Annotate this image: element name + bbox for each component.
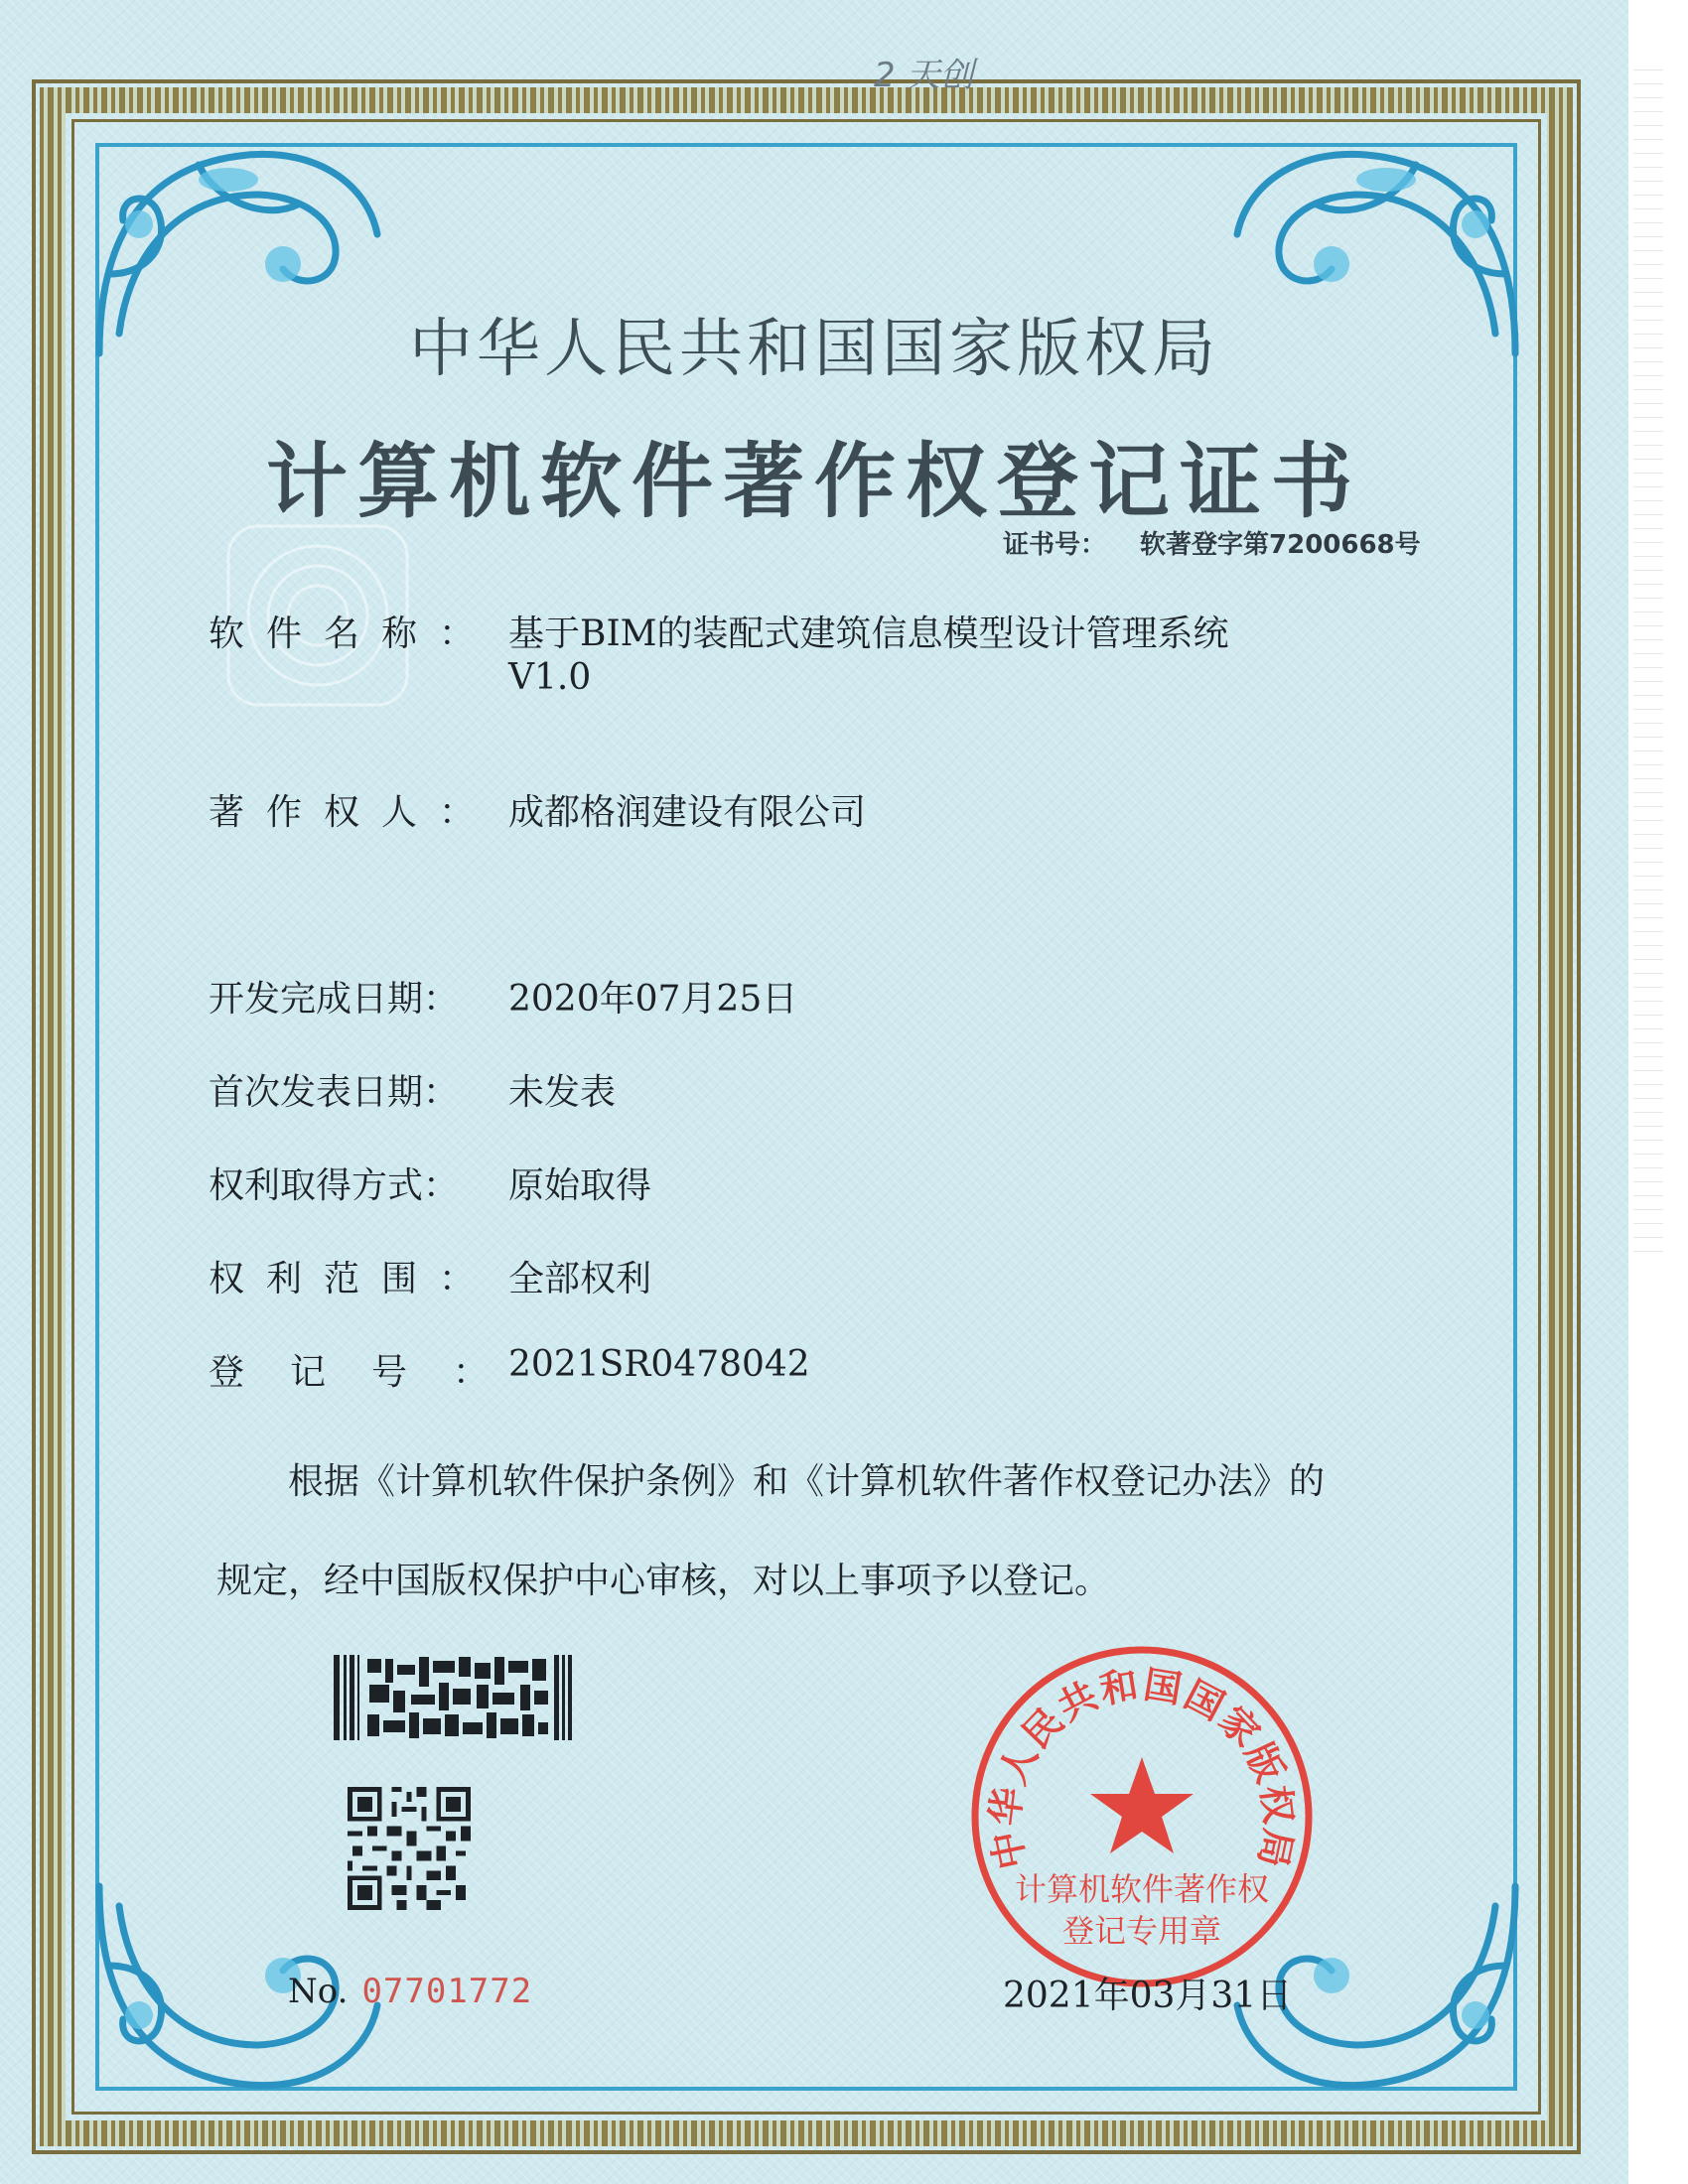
certificate-number-label: 证书号： [1003, 530, 1107, 560]
software-name-label: 软件名称： [209, 614, 497, 654]
scan-edge-lines [1633, 69, 1663, 1261]
dev-completion-date-label: 开发完成日期： [209, 979, 460, 1020]
seal-outer-text: 中华人民共和国国家版权局 [982, 1662, 1302, 1873]
seal-inner-line-1: 计算机软件著作权 [1014, 1870, 1270, 1908]
first-publish-date-value: 未发表 [508, 1072, 617, 1113]
software-version-value: V1.0 [508, 657, 592, 698]
certificate-number-value: 软著登字第7200668号 [1140, 530, 1421, 560]
official-seal [965, 1640, 1319, 1993]
seal-inner-line-2: 登记专用章 [1061, 1912, 1222, 1950]
rights-scope-label: 权利范围： [209, 1259, 497, 1299]
dev-completion-date-value: 2020年07月25日 [508, 979, 798, 1020]
handwritten-note: 2 天创 [874, 56, 974, 95]
rights-scope-value: 全部权利 [508, 1259, 652, 1299]
qr-code [348, 1787, 471, 1910]
issue-date: 2021年03月31日 [1003, 1976, 1293, 2016]
first-publish-date-label: 首次发表日期： [209, 1072, 460, 1113]
software-name-value: 基于BIM的装配式建筑信息模型设计管理系统 [508, 614, 1229, 654]
acquisition-method-value: 原始取得 [508, 1165, 652, 1206]
copyright-owner-label: 著作权人： [209, 792, 497, 833]
serial-number [288, 1972, 532, 2011]
registration-no-label: 登记号： [209, 1352, 535, 1393]
serial-prefix: No. [288, 1972, 349, 2011]
acquisition-method-label: 权利取得方式： [209, 1165, 460, 1206]
serial-number-value: 07701772 [361, 1972, 533, 2011]
barcode [334, 1655, 572, 1740]
copyright-owner-value: 成都格润建设有限公司 [508, 792, 867, 833]
declaration-line-2: 规定，经中国版权保护中心审核，对以上事项予以登记。 [216, 1561, 1111, 1601]
registration-no-value: 2021SR0478042 [508, 1344, 810, 1385]
certificate-title: 计算机软件著作权登记证书 [265, 434, 1362, 529]
issuing-authority: 中华人民共和国国家版权局 [409, 313, 1219, 386]
certificate-number [1003, 524, 1421, 561]
declaration-line-1: 根据《计算机软件保护条例》和《计算机软件著作权登记办法》的 [288, 1461, 1326, 1502]
